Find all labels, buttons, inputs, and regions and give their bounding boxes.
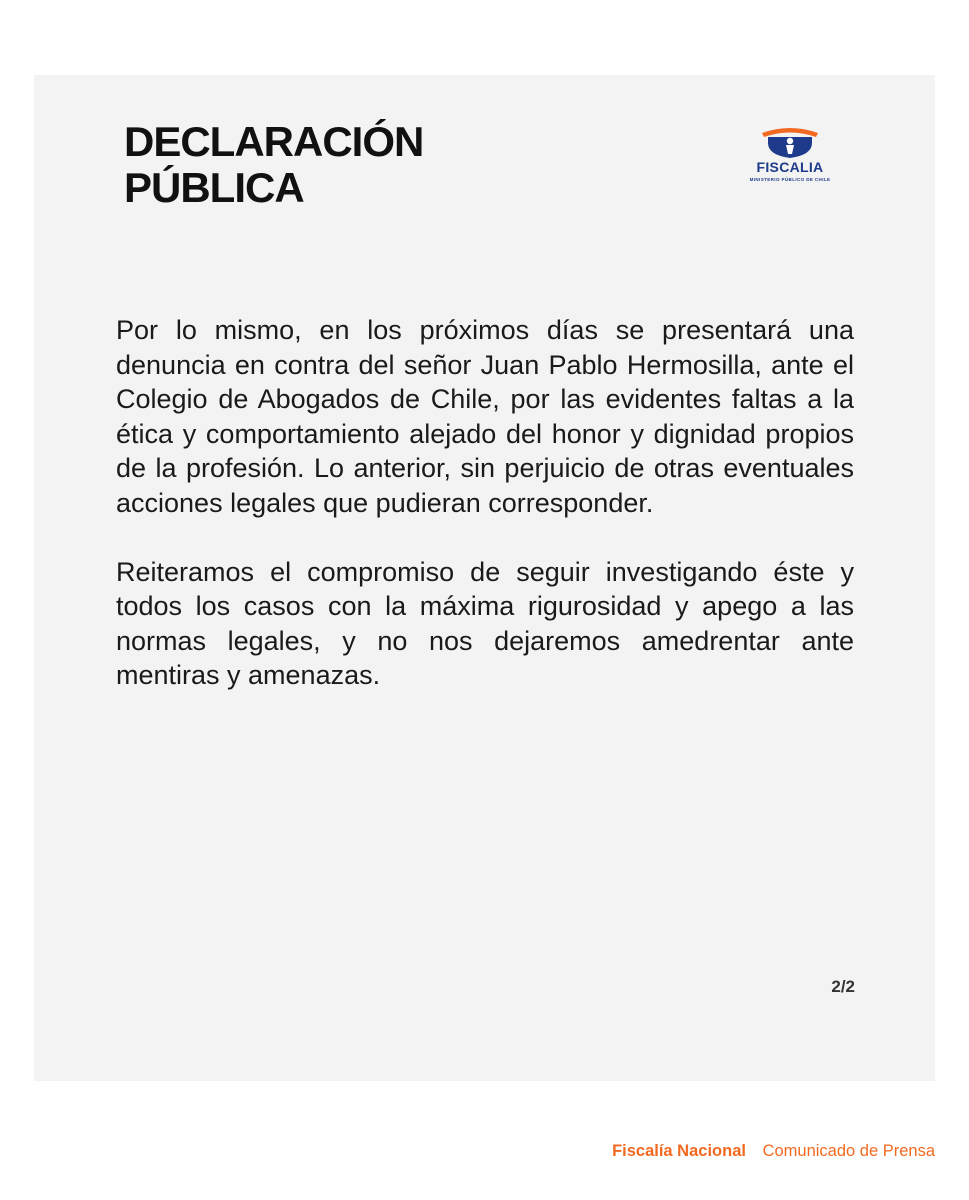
page-title bbox=[124, 119, 423, 211]
fiscalia-logo bbox=[742, 125, 838, 185]
paragraph-1: Por lo mismo, en los próximos días se presentará una denuncia en contra del señor Juan Pablo Hermosilla, ante el Colegio de Abogados de Chile, por las evidentes faltas a la ética y comportamiento alejado del honor y dignidad propios de la profesión. Lo anterior, sin perjuicio de otras eventuales acciones legales que pudieran corresponder. bbox=[116, 315, 854, 518]
footer bbox=[612, 1142, 935, 1161]
logo-subtitle: MINISTERIO PÚBLICO DE CHILE bbox=[749, 177, 831, 182]
logo-wordmark: FISCALIA bbox=[756, 159, 824, 175]
footer-label: Comunicado de Prensa bbox=[762, 1142, 935, 1160]
paragraph-2: Reiteramos el compromiso de seguir investigando éste y todos los casos con la máxima rigurosidad y apego a las normas legales, y no nos dejaremos amedrentar ante mentiras y amenazas. bbox=[116, 556, 854, 690]
page-indicator: 2/2 bbox=[831, 977, 855, 996]
statement-body bbox=[116, 313, 854, 727]
fiscalia-logo-icon bbox=[742, 125, 838, 159]
title-line-2: PÚBLICA bbox=[124, 164, 304, 211]
title-line-1: DECLARACIÓN bbox=[124, 118, 424, 165]
footer-organization: Fiscalía Nacional bbox=[612, 1142, 746, 1160]
press-release-card bbox=[34, 75, 935, 1081]
